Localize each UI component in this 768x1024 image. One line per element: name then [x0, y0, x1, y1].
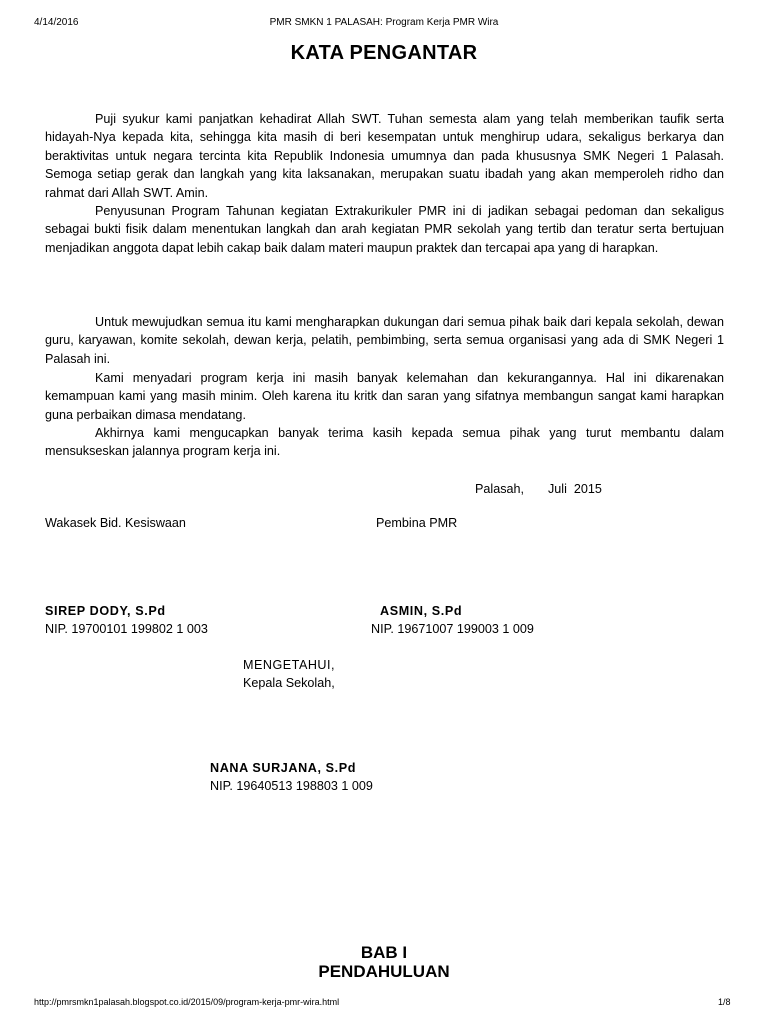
left-signatory-name: SIREP DODY, S.Pd	[45, 604, 166, 618]
right-signatory-name: ASMIN, S.Pd	[380, 604, 463, 618]
acknowledged-label: MENGETAHUI,	[243, 658, 336, 672]
print-footer-url: http://pmrsmkn1palasah.blogspot.co.id/2015/09/program-kerja-pmr-wira.html	[34, 997, 340, 1007]
print-page-number: 1/8	[718, 997, 731, 1007]
chapter-title: PENDAHULUAN	[318, 962, 450, 981]
print-date: 4/14/2016	[34, 17, 79, 28]
paragraph-5: Akhirnya kami mengucapkan banyak terima kasih kepada semua pihak yang turut membantu dalam mensukseskan jalannya program kerja ini.	[45, 426, 724, 459]
paragraph-1: Puji syukur kami panjatkan kehadirat Allah SWT. Tuhan semesta alam yang telah memberikan taufik serta hidayah-Nya kepada kita, sehingga kita masih di beri kesempatan untuk menghirup udara, sekaligus berkarya dan beraktivitas untuk negara tercinta kita Republik Indonesia umumnya dan pada khususnya SMK Negeri 1 Palasah. Semoga setiap gerak dan langkah yang kita laksanakan, merupakan suatu ibadah yang akan memperoleh ridho dan rahmat dari Allah SWT. Amin.	[45, 112, 724, 200]
print-page-title: PMR SMKN 1 PALASAH: Program Kerja PMR Wira	[269, 17, 499, 28]
place-label: Palasah,	[475, 482, 525, 496]
right-signatory-role: Pembina PMR	[376, 516, 458, 530]
left-signatory-nip: NIP. 19700101 199802 1 003	[45, 622, 208, 636]
right-signatory-nip: NIP. 19671007 199003 1 009	[371, 622, 534, 636]
chapter-number: BAB I	[360, 943, 408, 962]
paragraph-2: Penyusunan Program Tahunan kegiatan Extrakurikuler PMR ini di jadikan sebagai pedoman dan sekaligus sebagai bukti fisik dalam menentukan langkah dan arah kegiatan PMR sekolah yang tertib dan teratur serta bertujuan menjadikan anggota dapat lebih cakap baik dalam materi maupun praktek dan tercapai apa yang di harapkan.	[45, 204, 724, 255]
page-title: KATA PENGANTAR	[290, 42, 478, 64]
paragraph-4: Kami menyadari program kerja ini masih banyak kelemahan dan kekurangannya. Hal ini dikarenakan kemampuan kami yang masih minim. Oleh karena itu kritk dan saran yang sifatnya membangun sangat kami harapkan guna perbaikan dimasa mendatang.	[45, 371, 724, 422]
date-label: Juli 2015	[548, 482, 602, 496]
left-signatory-role: Wakasek Bid. Kesiswaan	[45, 516, 186, 530]
center-signatory-nip: NIP. 19640513 198803 1 009	[210, 779, 373, 793]
center-signatory-name: NANA SURJANA, S.Pd	[210, 761, 357, 775]
center-signatory-role: Kepala Sekolah,	[243, 676, 335, 690]
paragraph-3: Untuk mewujudkan semua itu kami mengharapkan dukungan dari semua pihak baik dari kepala sekolah, dewan guru, karyawan, komite sekolah, dewan kerja, pelatih, pembimbing, serta semua organisasi yang ada di SMK Negeri 1 Palasah ini.	[45, 315, 724, 366]
